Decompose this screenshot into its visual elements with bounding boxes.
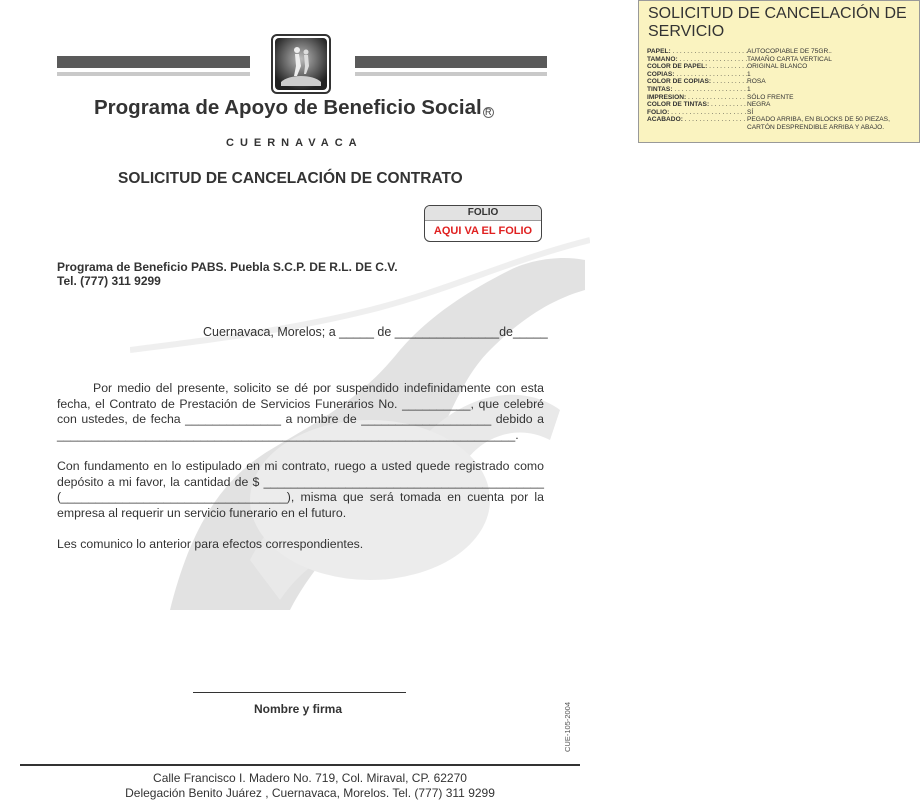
- document-title: SOLICITUD DE CANCELACIÓN DE CONTRATO: [118, 170, 463, 187]
- paragraph-2: Con fundamento en lo estipulado en mi contrato, ruego a usted quede registrado como depósito a mi favor, la cantidad de $ _________________________________________ (_________________________________), misma que será tomada en cuenta por la empresa al requerir un servicio funerario en el futuro.: [57, 459, 544, 520]
- footer-line-1: Calle Francisco I. Madero No. 719, Col. Miraval, CP. 62270: [153, 771, 467, 785]
- spec-row: [647, 116, 917, 131]
- spec-label: COLOR DE PAPEL: . . .: [647, 63, 747, 71]
- spec-row: [647, 56, 917, 64]
- folio-value: AQUI VA EL FOLIO: [433, 225, 533, 237]
- spec-label: IMPRESIÓN: . . .: [647, 94, 747, 102]
- logo-icon: [271, 34, 331, 94]
- company-info: [57, 260, 398, 288]
- letter-body: [57, 381, 544, 553]
- spec-label: COLOR DE TINTAS: . . .: [647, 101, 747, 109]
- spec-value: NEGRA: [747, 101, 771, 109]
- registered-mark: R: [483, 107, 494, 118]
- spec-value: PEGADO ARRIBA, EN BLOCKS DE 50 PIEZAS, CARTÓN DESPRENDIBLE ARRIBA Y ABAJO.: [747, 116, 890, 131]
- paragraph-1: Por medio del presente, solicito se dé por suspendido indefinidamente con esta fecha, el Contrato de Prestación de Servicios Funerarios No. __________, que celebré con ustedes, de fecha ______________ a nombre de ___________________ debido a ___________________________________________________________________.: [57, 381, 544, 442]
- spec-label: ACABADO: . . .: [647, 116, 747, 131]
- spec-value: AUTOCOPIABLE DE 75GR..: [747, 48, 832, 55]
- paragraph-3: Les comunico lo anterior para efectos correspondientes.: [57, 537, 364, 551]
- company-name: Programa de Beneficio PABS. Puebla S.C.P. DE R.L. DE C.V.: [57, 260, 398, 274]
- header-bar-right: [355, 56, 547, 68]
- header-bar-left-thin: [57, 72, 250, 76]
- footer-address: [20, 771, 600, 801]
- spec-value: SÓLO FRENTE: [747, 93, 794, 101]
- spec-row: [647, 71, 917, 79]
- folio-box: [424, 205, 542, 242]
- spec-label: TAMAÑO: . . .: [647, 56, 747, 64]
- spec-value: 1: [747, 85, 751, 93]
- header-bar-left: [57, 56, 250, 68]
- spec-value: ROSA: [747, 78, 766, 86]
- spec-row: [647, 86, 917, 94]
- spec-row: [647, 109, 917, 117]
- folio-label: FOLIO: [425, 206, 541, 221]
- spec-title: SOLICITUD DE CANCELACIÓN DE SERVICIO: [648, 5, 907, 40]
- spec-label: COLOR DE COPIAS: . . .: [647, 78, 747, 86]
- signature-line: [193, 692, 406, 693]
- spec-value: TAMAÑO CARTA VERTICAL: [747, 55, 832, 63]
- organization-title: Programa de Apoyo de Beneficio Social R: [94, 96, 494, 120]
- spec-label: TINTAS: . . .: [647, 86, 747, 94]
- footer-line-2: Delegación Benito Juárez , Cuernavaca, Morelos. Tel. (777) 311 9299: [125, 786, 495, 800]
- spec-value: SÍ: [747, 108, 754, 116]
- print-spec-panel: [638, 0, 920, 143]
- spec-value: ORIGINAL BLANCO: [747, 63, 808, 71]
- spec-row: [647, 48, 917, 56]
- city-label: CUERNAVACA: [226, 137, 363, 149]
- company-phone: Tel. (777) 311 9299: [57, 274, 161, 288]
- spec-label: PAPEL: . . .: [647, 48, 747, 56]
- spec-row: [647, 101, 917, 109]
- spec-row: [647, 78, 917, 86]
- spec-row: [647, 94, 917, 102]
- spec-rows: [647, 48, 917, 132]
- date-line: Cuernavaca, Morelos; a _____ de _______________de_____: [203, 325, 548, 339]
- signature-label: Nombre y firma: [254, 702, 343, 716]
- spec-row: [647, 63, 917, 71]
- footer-divider: [20, 764, 580, 766]
- form-code: CUE-105-2004: [563, 701, 572, 752]
- spec-value: 1: [747, 70, 751, 78]
- header-bar-right-thin: [355, 72, 547, 76]
- spec-label: FOLIO: . . .: [647, 109, 747, 117]
- spec-label: COPIAS: . . .: [647, 71, 747, 79]
